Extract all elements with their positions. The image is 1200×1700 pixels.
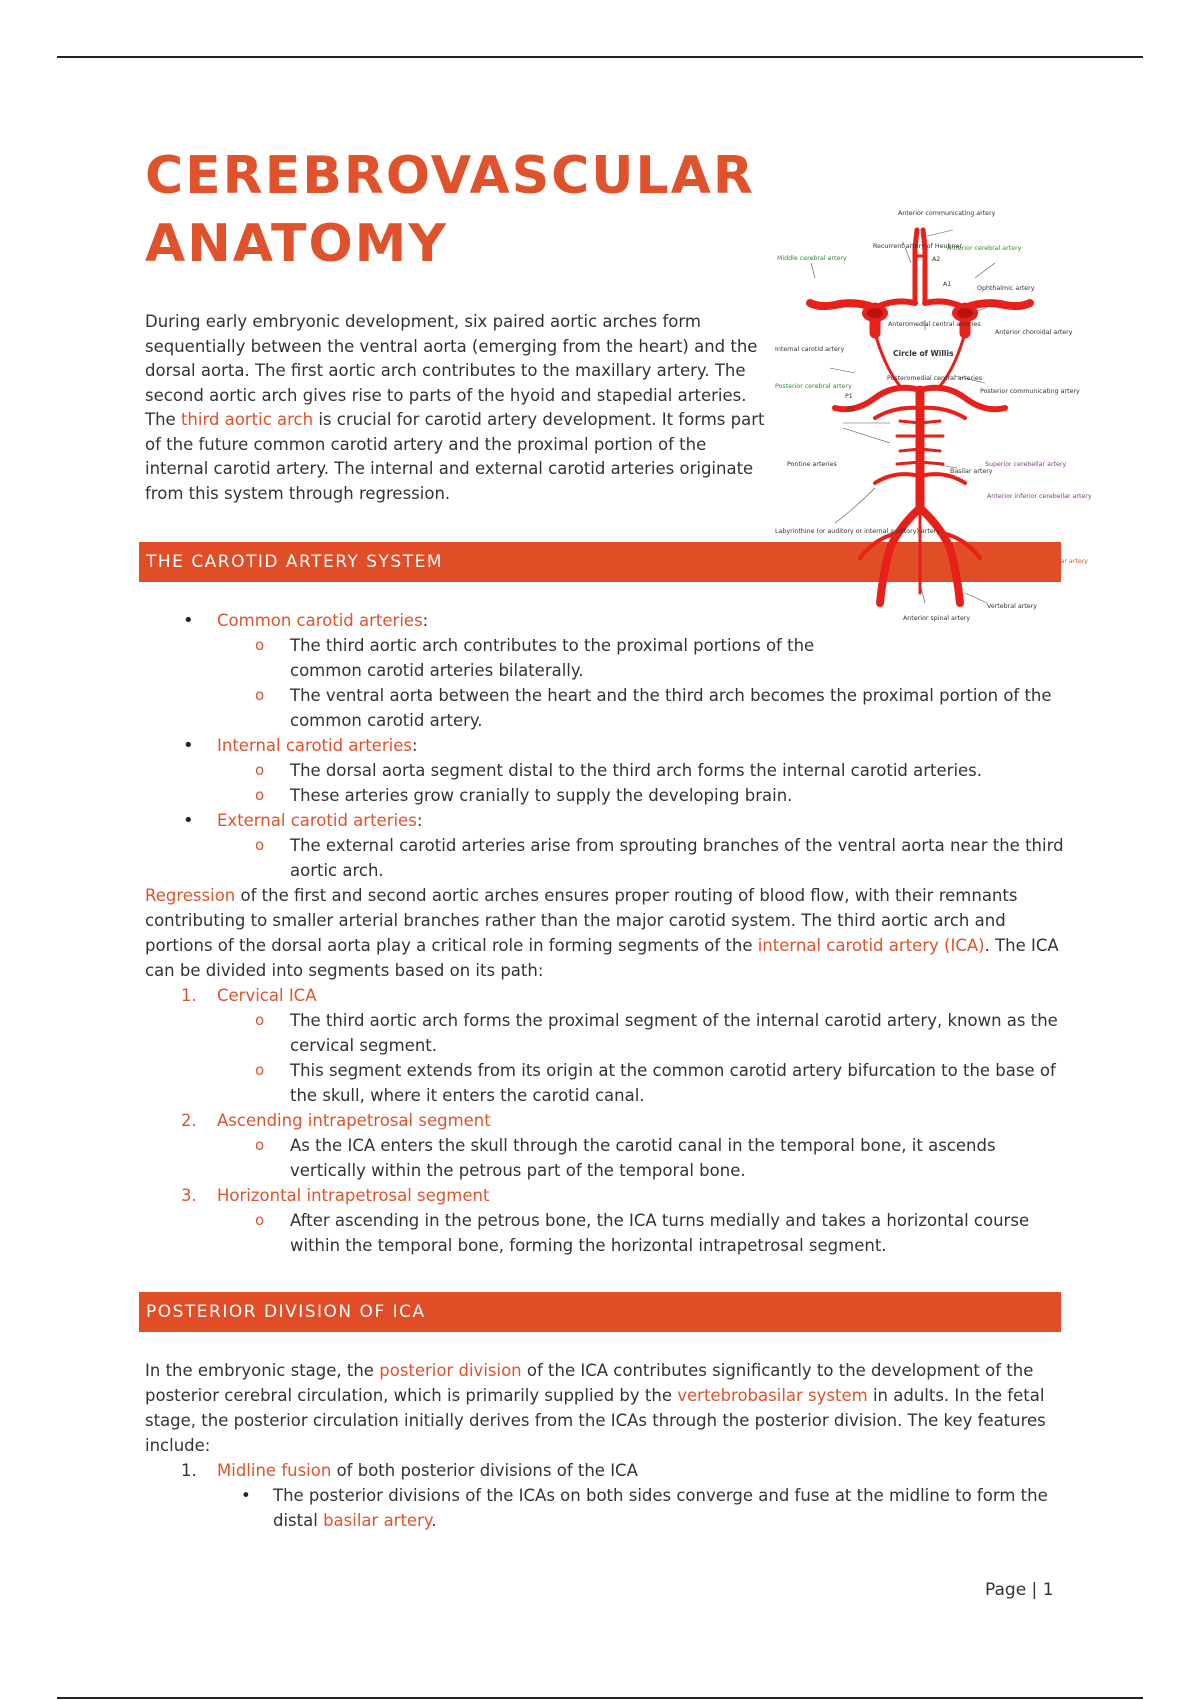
list-item (145, 683, 1065, 733)
label-sca: Superior cerebellar artery (985, 461, 1067, 468)
list-item (145, 1058, 1065, 1108)
list-text: The ventral aorta between the heart and the third arch becomes the proximal portion of the common carotid artery. (290, 686, 1052, 730)
circle-bullet-icon: o (255, 1211, 265, 1229)
list-item (145, 758, 1065, 783)
item-label: Cervical ICA (217, 986, 317, 1005)
label-basilar: Basilar artery (950, 468, 993, 475)
list-item (145, 833, 1065, 883)
list-text: This segment extends from its origin at the common carotid artery bifurcation to the base of the skull, where it enters the carotid canal. (290, 1061, 1056, 1105)
bullet-label: External carotid arteries (217, 811, 417, 830)
list-text: After ascending in the petrous bone, the ICA turns medially and takes a horizontal course within the temporal bone, forming the horizontal intrapetrosal segment. (290, 1211, 1030, 1255)
intro-text-1: During early embryonic development, six paired aortic arches form sequentially between the ventral aorta (emerging from the heart) and the dorsal aorta. The first aortic arch contributes to the maxillary artery. The second aortic arch gives rise to parts of the hyoid and stapedial arteries. The (145, 312, 758, 429)
item-label: Ascending intrapetrosal segment (217, 1111, 491, 1130)
label-anteromedial: Anteromedial central arteries (888, 321, 981, 328)
numbered-item (145, 1108, 1065, 1133)
carotid-section-body (145, 608, 1065, 1258)
list-item: • The posterior divisions of the ICAs on both sides converge and fuse at the midline to form the distal basilar artery. (145, 1483, 1065, 1533)
numbered-item (145, 1183, 1065, 1208)
circle-bullet-icon: o (255, 686, 265, 704)
list-text: The external carotid arteries arise from sprouting branches of the ventral aorta near the third aortic arch. (290, 836, 1064, 880)
circle-bullet-icon: o (255, 786, 265, 804)
footer-rule (57, 1697, 1143, 1699)
label-circle-of-willis: Circle of Willis (893, 349, 954, 358)
intro-text-2: is crucial for carotid artery development. It forms part of the future common carotid artery and the proximal portion of the internal carotid artery. The internal and external carotid arteries originate from this system through regression. (145, 410, 765, 503)
label-pca: Posterior cerebral artery (775, 383, 852, 390)
list-text: As the ICA enters the skull through the carotid canal in the temporal bone, it ascends vertically within the petrous part of the temporal bone. (290, 1136, 996, 1180)
circle-bullet-icon: o (255, 636, 265, 654)
circle-bullet-icon: o (255, 1061, 265, 1079)
label-mca: Middle cerebral artery (777, 255, 847, 262)
cerebral-arteries-diagram (775, 208, 1092, 648)
posterior-section-body (145, 1358, 1065, 1533)
label-pontine: Pontine arteries (787, 461, 837, 468)
list-item (145, 633, 850, 683)
label-p2: P2 (847, 406, 855, 413)
label-pcom: Posterior communicating artery (980, 388, 1080, 395)
bullet-icon: • (241, 1486, 251, 1505)
list-item (145, 1133, 1065, 1183)
label-heubner: Recurrent artery of Heubner (873, 243, 962, 250)
list-text: The third aortic arch contributes to the proximal portions of the common carotid arteries bilaterally. (290, 636, 815, 680)
label-a2: A2 (932, 256, 941, 263)
label-ica: Internal carotid artery (775, 346, 845, 353)
circle-bullet-icon: o (255, 761, 265, 779)
regression-paragraph: Regression of the first and second aortic arches ensures proper routing of blood flow, with their remnants contributing to smaller arterial branches rather than the major carotid system. The third aortic arch and portions of the dorsal aorta play a critical role in forming segments of the internal carotid artery (ICA). The ICA can be divided into segments based on its path: (145, 886, 1059, 980)
title-line-2: ANATOMY (145, 214, 449, 274)
numbered-item (145, 983, 1065, 1008)
label-aica: Anterior inferior cerebellar artery (987, 493, 1092, 500)
item-number: 2. (181, 1111, 197, 1130)
list-item (145, 783, 1065, 808)
list-item: • External carotid arteries: (183, 810, 423, 831)
title-line-1: CEREBROVASCULAR (145, 146, 755, 206)
item-number: 1. (181, 1461, 197, 1480)
label-p1: P1 (845, 393, 853, 400)
item-label: Horizontal intrapetrosal segment (217, 1186, 490, 1205)
section-heading-carotid: THE CAROTID ARTERY SYSTEM (139, 542, 1061, 582)
label-aca: Anterior cerebral artery (947, 245, 1022, 252)
intro-highlight: third aortic arch (180, 410, 314, 429)
circle-bullet-icon: o (255, 836, 265, 854)
list-item (145, 1008, 1065, 1058)
section-heading-posterior: POSTERIOR DIVISION OF ICA (139, 1292, 1061, 1332)
header-rule (57, 56, 1143, 58)
label-acom: Anterior communicating artery (898, 210, 996, 217)
label-ophthalmic: Ophthalmic artery (977, 285, 1035, 292)
circle-bullet-icon: o (255, 1011, 265, 1029)
numbered-item: 1. Midline fusion of both posterior divisions of the ICA (145, 1458, 1065, 1483)
document-title (145, 142, 755, 278)
item-number: 3. (181, 1186, 197, 1205)
label-labyrinthine: Labyrinthine (or auditory or internal auditory) artery (775, 528, 941, 535)
label-anterior-spinal: Anterior spinal artery (903, 615, 971, 622)
label-anterior-choroidal: Anterior choroidal artery (995, 329, 1073, 336)
item-number: 1. (181, 986, 197, 1005)
label-a1: A1 (943, 281, 952, 288)
bullet-label: Internal carotid arteries (217, 736, 412, 755)
list-text: The dorsal aorta segment distal to the third arch forms the internal carotid arteries. (290, 761, 983, 780)
list-item: • Internal carotid arteries: (183, 735, 418, 756)
posterior-paragraph: In the embryonic stage, the posterior division of the ICA contributes significantly to the development of the posterior cerebral circulation, which is primarily supplied by the vertebrobasilar system in adults. In the fetal stage, the posterior circulation initially derives from the ICAs through the posterior division. The key features include: (145, 1361, 1046, 1455)
circle-bullet-icon: o (255, 1136, 265, 1154)
bullet-icon: • (183, 735, 194, 756)
bullet-icon: • (183, 810, 194, 831)
intro-paragraph (145, 310, 765, 506)
label-vertebral: Vertebral artery (987, 603, 1037, 610)
list-text: The third aortic arch forms the proximal segment of the internal carotid artery, known as the cervical segment. (290, 1011, 1058, 1055)
label-pica: Posterior inferior cerebellar artery (981, 558, 1089, 565)
bullet-icon: • (183, 610, 194, 631)
item-label: Midline fusion (217, 1461, 332, 1480)
bullet-label: Common carotid arteries (217, 611, 423, 630)
list-item (145, 1208, 1065, 1258)
list-text: These arteries grow cranially to supply the developing brain. (290, 786, 793, 805)
list-item: • Common carotid arteries: (183, 610, 429, 631)
label-posteromedial: Posteromedial central arteries (887, 375, 982, 382)
page-number: Page | 1 (985, 1580, 1054, 1600)
